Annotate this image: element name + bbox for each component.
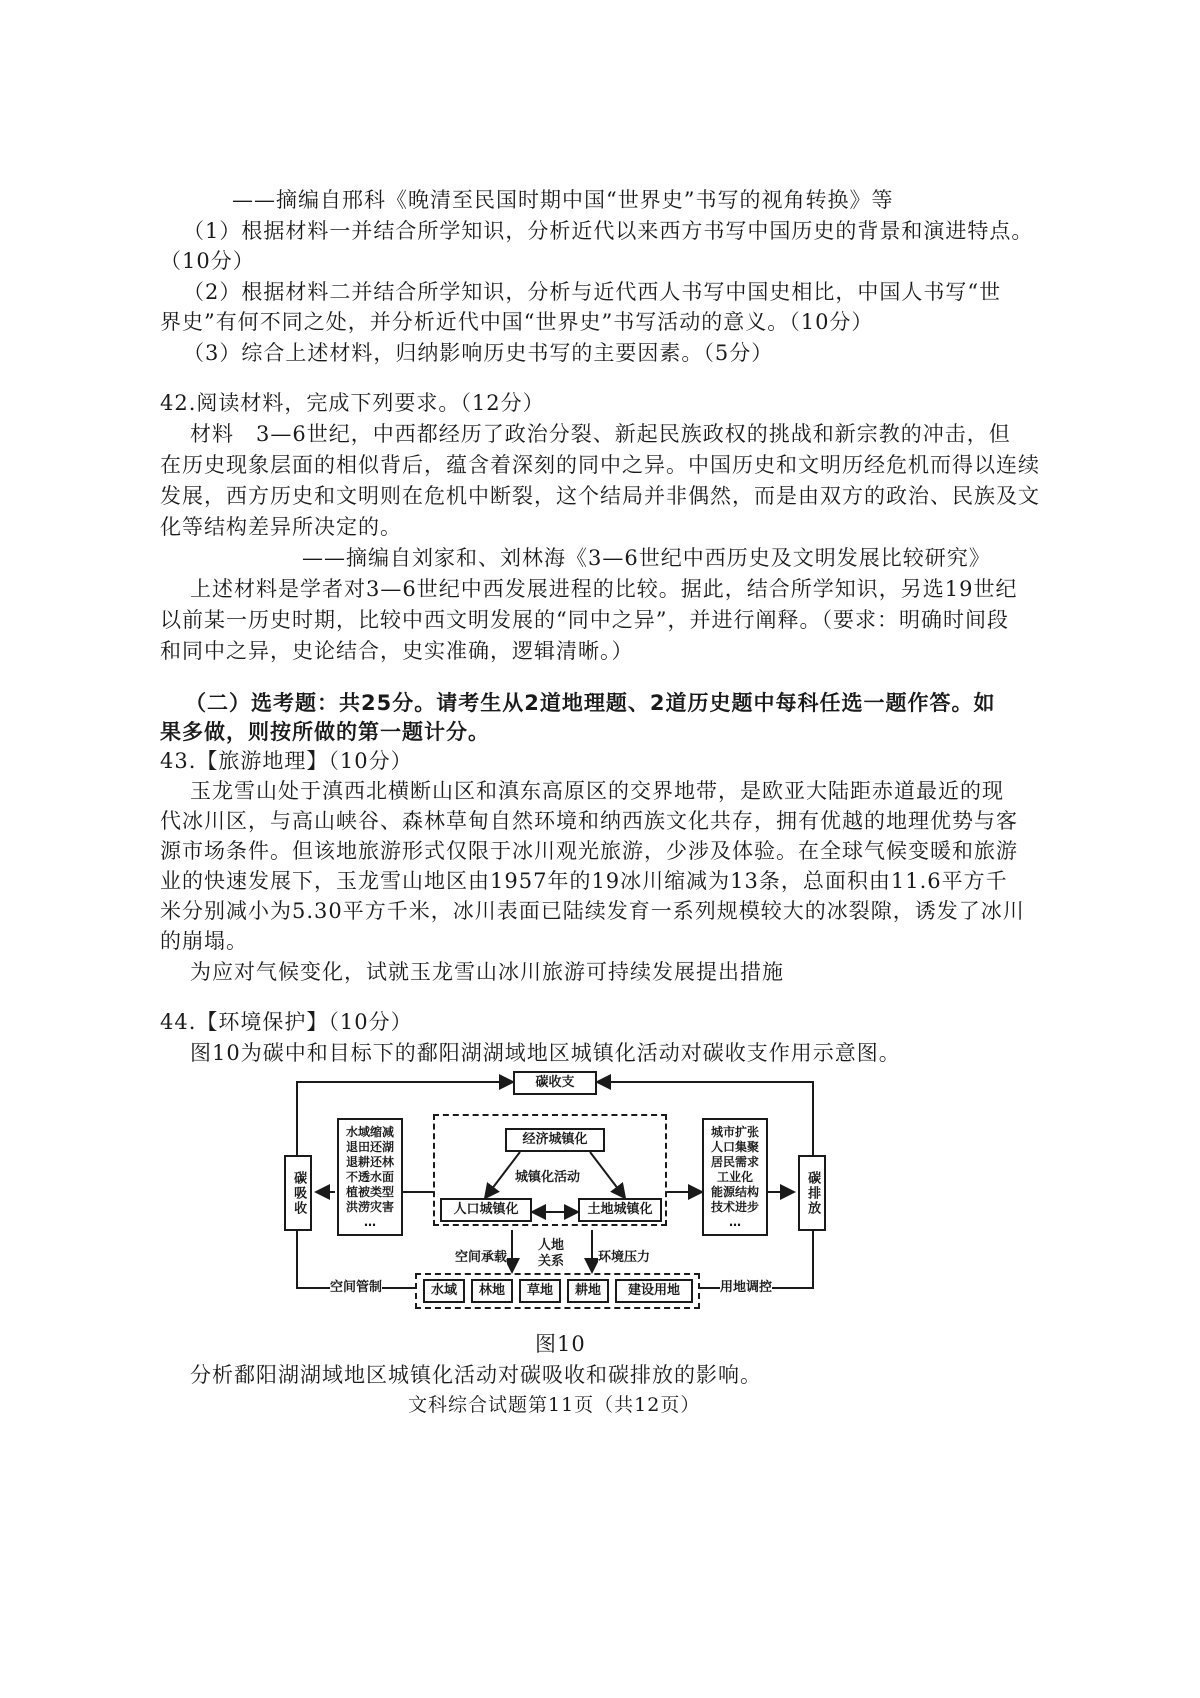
land-type-cropland: 耕地 bbox=[567, 1279, 609, 1303]
citation-line-1: ——摘编自邢科《晚清至民国时期中国“世界史”书写的视角转换》等 bbox=[232, 188, 894, 212]
question-43-heading: 43.【旅游地理】（10分） bbox=[160, 749, 413, 773]
citation-42: ——摘编自刘家和、刘林海《3—6世纪中西历史及文明发展比较研究》 bbox=[302, 546, 991, 570]
land-type-construction: 建设用地 bbox=[615, 1279, 693, 1303]
economic-urbanization-box: 经济城镇化 bbox=[505, 1128, 605, 1152]
land-type-grass: 草地 bbox=[519, 1279, 561, 1303]
human-land-label: 人地 关系 bbox=[538, 1238, 565, 1269]
question-43-line2: 代冰川区，与高山峡谷、森林草甸自然环境和纳西族文化共存，拥有优越的地理优势与客 bbox=[160, 809, 1018, 833]
space-load-label: 空间承载 bbox=[455, 1246, 507, 1265]
elective-heading-line1: （二）选考题：共25分。请考生从2道地理题、2道历史题中每科任选一题作答。如 bbox=[185, 691, 996, 715]
question-43-line5: 米分别减小为5.30平方千米，冰川表面已陆续发育一系列规模较大的冰裂隙，诱发了冰川 bbox=[160, 899, 1025, 923]
question-42-heading: 42.阅读材料，完成下列要求。（12分） bbox=[160, 391, 545, 415]
material-42-line4: 化等结构差异所决定的。 bbox=[160, 515, 402, 539]
material-42-line1: 材料 3—6世纪，中西都经历了政治分裂、新起民族政权的挑战和新宗教的冲击，但 bbox=[190, 422, 1011, 446]
question-41-1-score: （10分） bbox=[160, 249, 255, 273]
space-control-label: 空间管制 bbox=[330, 1276, 382, 1295]
land-type-water: 水域 bbox=[423, 1279, 465, 1303]
carbon-diagram bbox=[280, 1070, 830, 1330]
page-footer: 文科综合试题第11页（共12页） bbox=[408, 1394, 701, 1416]
urbanization-activity-label: 城镇化活动 bbox=[515, 1166, 580, 1185]
question-44-heading: 44.【环境保护】（10分） bbox=[160, 1010, 413, 1034]
question-43-line6: 的崩塌。 bbox=[160, 929, 248, 953]
carbon-emission-box: 碳排放 bbox=[798, 1155, 826, 1231]
emission-factors-list: 城市扩张 人口集聚 居民需求 工业化 能源结构 技术进步 … bbox=[702, 1118, 768, 1236]
carbon-absorption-box: 碳吸收 bbox=[284, 1155, 312, 1231]
figure-caption: 图10 bbox=[535, 1332, 586, 1356]
question-44-intro: 图10为碳中和目标下的鄱阳湖湖域地区城镇化活动对碳收支作用示意图。 bbox=[190, 1041, 901, 1065]
question-41-2-line1: （2）根据材料二并结合所学知识，分析与近代西人书写中国史相比，中国人书写“世 bbox=[183, 280, 1002, 304]
elective-heading-line2: 果多做，则按所做的第一题计分。 bbox=[160, 720, 490, 744]
material-42-line2: 在历史现象层面的相似背后，蕴含着深刻的同中之异。中国历史和文明历经危机而得以连续 bbox=[160, 453, 1040, 477]
question-41-3: （3）综合上述材料，归纳影响历史书写的主要因素。（5分） bbox=[183, 341, 774, 365]
absorption-factors-list: 水域缩减 退田还湖 退耕还林 不透水面 植被类型 洪涝灾害 … bbox=[337, 1118, 403, 1236]
question-44-task: 分析鄱阳湖湖域地区城镇化活动对碳吸收和碳排放的影响。 bbox=[190, 1363, 762, 1387]
land-urbanization-box: 土地城镇化 bbox=[578, 1198, 662, 1222]
material-42-line3: 发展，西方历史和文明则在危机中断裂，这个结局并非偶然，而是由双方的政治、民族及文 bbox=[160, 484, 1040, 508]
question-42-line3: 和同中之异，史论结合，史实准确，逻辑清晰。） bbox=[160, 639, 634, 663]
question-41-2-line2: 界史”有何不同之处，并分析近代中国“世界史”书写活动的意义。（10分） bbox=[160, 310, 874, 334]
population-urbanization-box: 人口城镇化 bbox=[440, 1198, 532, 1222]
question-43-line3: 源市场条件。但该地旅游形式仅限于冰川观光旅游，少涉及体验。在全球气候变暖和旅游 bbox=[160, 839, 1018, 863]
carbon-budget-box: 碳收支 bbox=[513, 1071, 597, 1095]
question-43-line4: 业的快速发展下，玉龙雪山地区由1957年的19冰川缩减为13条，总面积由11.6平方千 bbox=[160, 869, 1008, 893]
question-43-task: 为应对气候变化，试就玉龙雪山冰川旅游可持续发展提出措施 bbox=[190, 960, 784, 984]
question-41-1: （1）根据材料一并结合所学知识，分析近代以来西方书写中国历史的背景和演进特点。 bbox=[183, 219, 1034, 243]
land-type-forest: 林地 bbox=[471, 1279, 513, 1303]
question-43-line1: 玉龙雪山处于滇西北横断山区和滇东高原区的交界地带，是欧亚大陆距赤道最近的现 bbox=[190, 779, 1004, 803]
question-42-line2: 以前某一历史时期，比较中西文明发展的“同中之异”，并进行阐释。（要求：明确时间段 bbox=[160, 608, 1009, 632]
env-pressure-label: 环境压力 bbox=[598, 1246, 650, 1265]
question-42-line1: 上述材料是学者对3—6世纪中西发展进程的比较。据此，结合所学知识，另选19世纪 bbox=[190, 577, 1018, 601]
land-adjust-label: 用地调控 bbox=[720, 1276, 772, 1295]
